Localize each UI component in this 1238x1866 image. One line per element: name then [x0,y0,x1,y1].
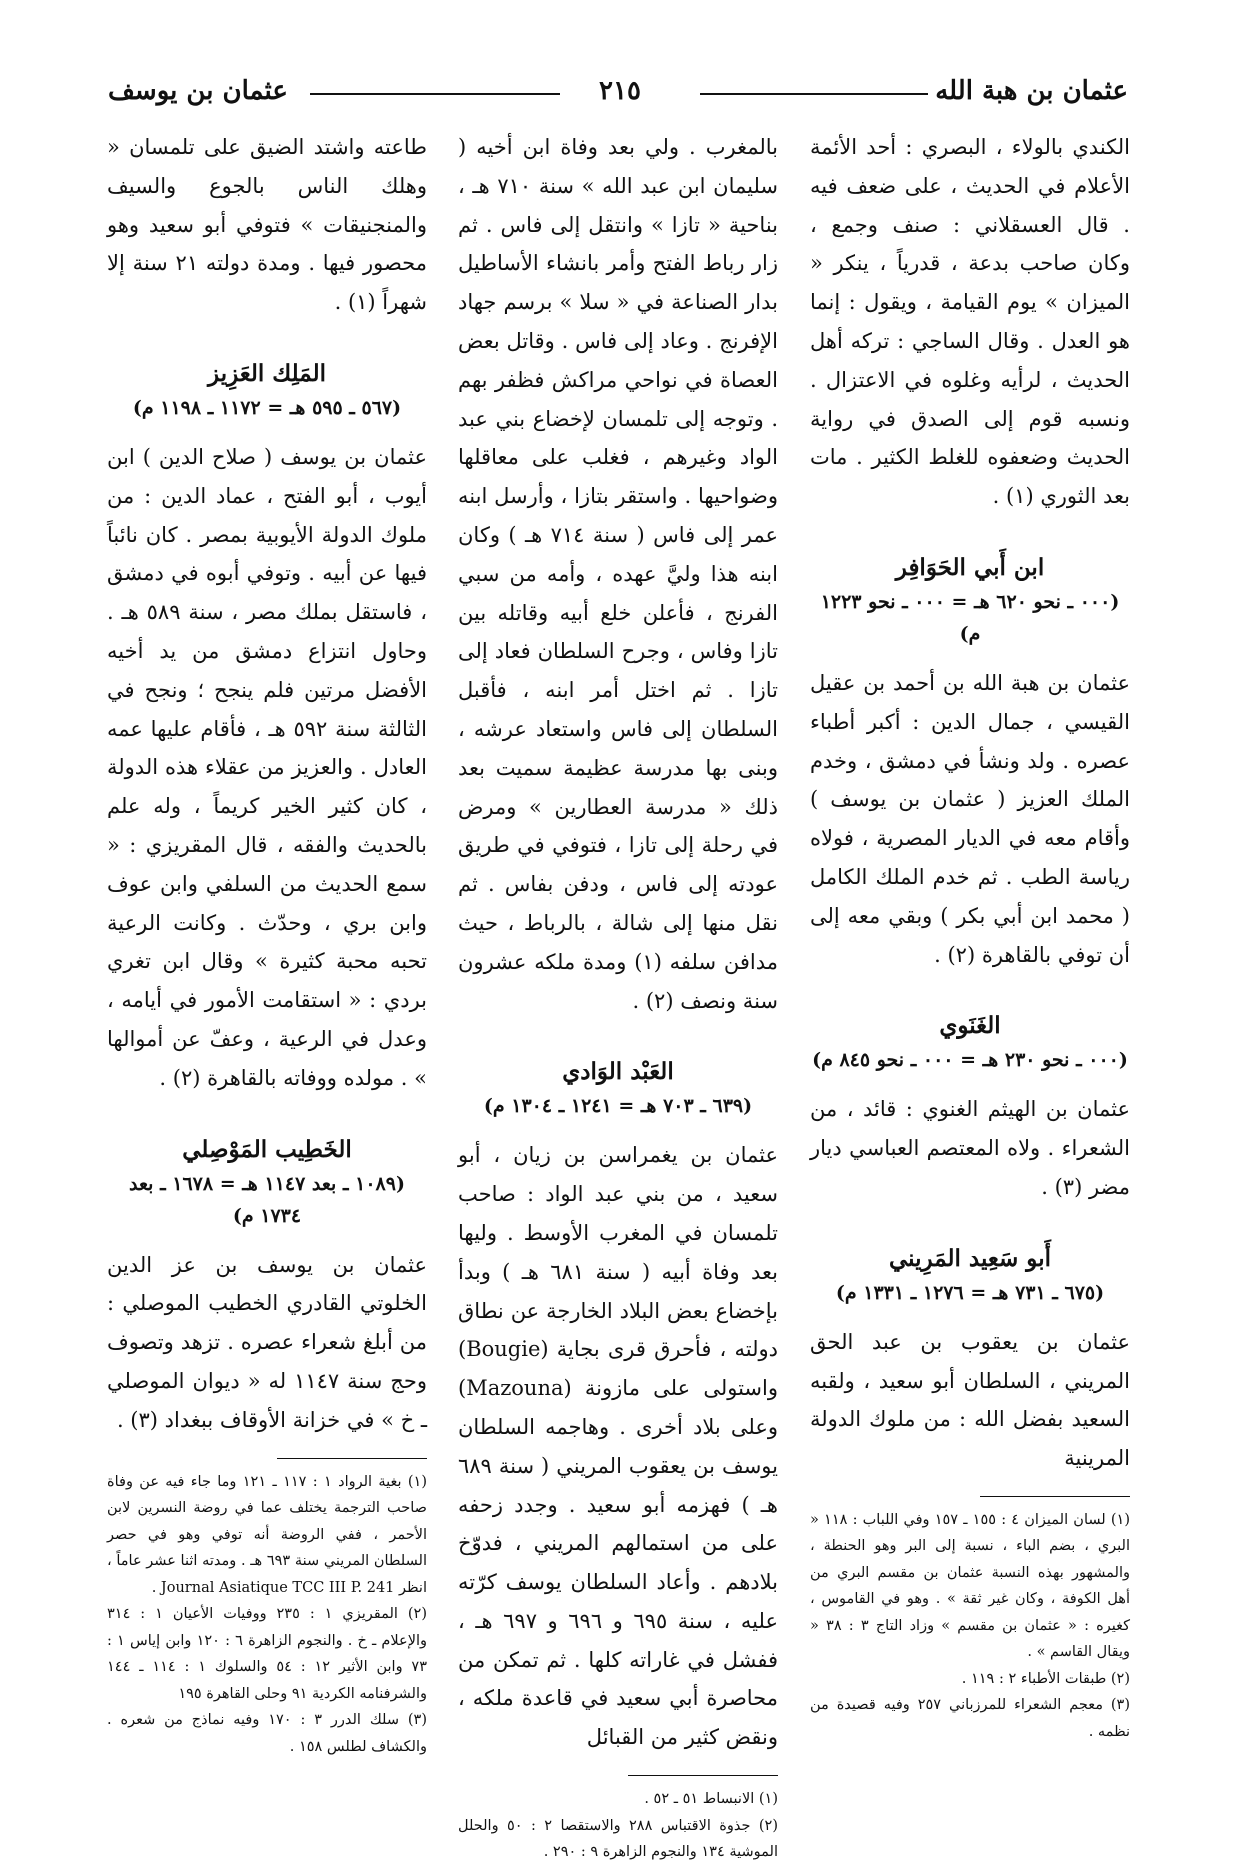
entry-al-malik-al-aziz [107,356,427,1098]
entry-continuation: بالمغرب . ولي بعد وفاة ابن أخيه ( سليمان ابن عبد الله » سنة ٧١٠ هـ ، بناحية « تازا » وانتقل إلى فاس . ثم زار رباط الفتح وأمر بانشاء الأساطيل بدار الصناعة في « سلا » برسم جهاد الإفرنج . وعاد إلى فاس . وقاتل بعض العصاة في نواحي مراكش فظفر بهم . وتوجه إلى تلمسان لإخضاع بني عبد الواد وغيرهم ، فغلب على معاقلها وضواحيها . واستقر بتازا ، وأرسل ابنه عمر إلى فاس ( سنة ٧١٤ هـ ) وكان ابنه هذا وليَّ عهده ، وأمه من سبي الفرنج ، فأعلن خلع أبيه وقاتله بين تازا وفاس ، وجرح السلطان فعاد إلى تازا . ثم اختل أمر ابنه ، فأقبل السلطان إلى فاس واستعاد عرشه ، وبنى بها مدرسة عظيمة سميت بعد ذلك « مدرسة العطارين » ومرض في رحلة إلى تازا ، فتوفي في طريق عودته إلى فاس ، ودفن بفاس . ثم نقل منها إلى شالة ، بالرباط ، حيث مدافن سلفه (١) ومدة ملكه عشرون سنة ونصف (٢) . [458,135,779,1013]
entry-title: ابن أَبي الحَوَافِر [895,553,1045,581]
footnote-rule [277,1458,427,1459]
running-head-right: عثمان بن هبة الله [935,76,1128,106]
entry-dates: (٦٣٩ ـ ٧٠٣ هـ = ١٢٤١ ـ ١٣٠٤ م) [483,1095,753,1118]
footnote: (١) لسان الميزان ٤ : ١٥٥ ـ ١٥٧ وفي اللباب : ١١٨ « البري ، بضم الباء ، نسبة إلى البر وهو الحنطة ، والمشهور بهذه النسبة عثمان بن مقسم البري من أهل الكوفة ، وكان غير ثقة » . وهو في القاموس ، كغيره : « عثمان بن مقسم » وزاد التاج ٣ : ٣٨ « ويقال القاسم » . [810,1511,1131,1661]
entry-dates: (٥٦٧ ـ ٥٩٥ هـ = ١١٧٢ ـ ١١٩٨ م) [132,396,402,419]
footnote: (٢) طبقات الأطباء ٢ : ١١٩ . [961,1670,1130,1687]
entry-title: أَبو سَعِيد المَرِيني [889,1244,1051,1272]
header-rule-left [310,93,560,95]
footnote-rule [628,1775,778,1776]
footnote-rule [980,1496,1130,1497]
footnote: (٣) سلك الدرر ٣ : ١٧٠ وفيه نماذج من شعره . والكشاف لطلس ١٥٨ . [107,1712,427,1755]
footnote: (٢) المقريزي ١ : ٢٣٥ ووفيات الأعيان ١ : ٣١٤ والإعلام ـ خ . والنجوم الزاهرة ٦ : ١٢٠ وابن إياس ١ : ٧٣ وابن الأثير ١٢ : ٥٤ والسلوك ١ : ١١٤ ـ ١٤٤ والشرفنامه الكردية ٩١ وحلى القاهرة ١٩٥ [107,1606,427,1702]
footnote: (٢) جذوة الاقتباس ٢٨٨ والاستقصا ٢ : ٥٠ والحلل الموشية ١٣٤ والنجوم الزاهرة ٩ : ٢٩٠ . [458,1817,778,1861]
footnote: (٣) معجم الشعراء للمرزباني ٢٥٧ وفيه قصيدة من نظمه . [810,1697,1130,1740]
page-number: ٢١٥ [599,76,641,106]
footnotes [458,1786,778,1866]
entry-ibn-abi-al-hawafir [810,550,1130,974]
entry-body: عثمان بن يغمراسن بن زيان ، أبو سعيد ، من بني عبد الواد : صاحب تلمسان في المغرب الأوسط . وليها بعد وفاة أبيه ( سنة ٦٨١ هـ ) وبدأ بإخضاع بعض البلاد الخارجة عن نطاق دولته ، فأحرق قرى بجاية (Bougie) واستولى على مازونة (Mazouna) وعلى بلاد أخرى . وهاجمه السلطان يوسف بن يعقوب المريني ( سنة ٦٨٩ هـ ) فهزمه أبو سعيد . وجدد زحفه على من استمالهم المريني ، فدوّخ بلادهم . وأعاد السلطان يوسف كرّته عليه ، سنة ٦٩٥ و ٦٩٦ و ٦٩٧ هـ ، ففشل في غاراته كلها . ثم تمكن من محاصرة أبي سعيد في قاعدة ملكه ، ونقض كثير من القبائل [458,1143,778,1750]
entry-dates: (٠٠٠ ـ نحو ٦٢٠ هـ = ٠٠٠ ـ نحو ١٢٢٣ م) [820,590,1120,645]
entry-body: عثمان بن الهيثم الغنوي : قائد ، من الشعراء . ولاه المعتصم العباسي ديار مضر (٣) . [810,1097,1130,1199]
footnotes [107,1469,427,1761]
running-head-left: عثمان بن يوسف [108,76,288,106]
entry-dates: (١٠٨٩ ـ بعد ١١٤٧ هـ = ١٦٧٨ ـ بعد ١٧٣٤ م) [129,1172,405,1227]
entry-continuation: طاعته واشتد الضيق على تلمسان « وهلك الناس بالجوع والسيف والمنجنيقات » فتوفي أبو سعيد وهو محصور فيها . ومدة دولته ٢١ سنة إلا شهراً (١) . [107,135,427,315]
entry-dates: (٠٠٠ ـ نحو ٢٣٠ هـ = ٠٠٠ ـ نحو ٨٤٥ م) [812,1049,1128,1072]
entry-al-khatib-al-mawsili [107,1132,427,1440]
entry-continuation: الكندي بالولاء ، البصري : أحد الأئمة الأعلام في الحديث ، على ضعف فيه . قال العسقلاني : صنف وجمع ، وكان صاحب بدعة ، قدرياً ، ينكر « الميزان » يوم القيامة ، ويقول : إنما هو العدل . وقال الساجي : تركه أهل الحديث ، لرأيه وغلوه في الاعتزال . ونسبه قوم إلى الصدق في رواية الحديث وضعفوه للغلط الكثير . مات بعد الثوري (١) . [810,135,1130,509]
entry-body: عثمان بن هبة الله بن أحمد بن عقيل القيسي ، جمال الدين : أكبر أطباء عصره . ولد ونشأ في دمشق ، وخدم الملك العزيز ( عثمان بن يوسف ) وأقام معه في الديار المصرية ، فولاه رياسة الطب . ثم خدم الملك الكامل ( محمد ابن أبي بكر ) وبقي معه إلى أن توفي بالقاهرة (٢) . [810,670,1130,967]
header-rule-right [700,93,928,95]
entry-body: عثمان بن يعقوب بن عبد الحق المريني ، السلطان أبو سعيد ، ولقبه السعيد بفضل الله : من ملوك الدولة المرينية [810,1329,1130,1471]
entry-body: عثمان بن يوسف ( صلاح الدين ) ابن أيوب ، أبو الفتح ، عماد الدين : من ملوك الدولة الأيوبية بمصر . كان نائباً فيها عن أبيه . وتوفي أبوه في دمشق ، فاستقل بملك مصر ، سنة ٥٨٩ هـ . وحاول انتزاع دمشق من يد أخيه الأفضل مرتين فلم ينجح ؛ ونجح في الثالثة سنة ٥٩٢ هـ ، فأقام عليها عمه العادل . والعزيز من عقلاء هذه الدولة ، كان كثير الخير كريماً ، وله علم بالحديث والفقه ، قال المقريزي : « سمع الحديث من السلفي وابن عوف وابن بري ، وحدّث . وكانت الرعية تحبه محبة كثيرة » وقال ابن تغري بردي : « استقامت الأمور في أيامه ، وعدل في الرعية ، وعفّ عن أموالها » . مولده ووفاته بالقاهرة (٢) . [107,444,427,1090]
column-left [107,128,427,1760]
entry-title: العَبْد الوَادي [562,1058,674,1086]
footnote: (١) الانبساط ٥١ ـ ٥٢ . [644,1791,778,1808]
column-right [810,128,1130,1745]
column-middle [458,128,778,1866]
entry-title: المَلِك العَزِيز [208,359,326,387]
entry-title: الغَنَوي [939,1012,1001,1040]
entry-abu-said-al-marini [810,1241,1130,1478]
entry-title: الخَطِيب المَوْصِلي [182,1135,352,1163]
entry-body: عثمان بن يوسف بن عز الدين الخلوتي القادري الخطيب الموصلي : من أبلغ شعراء عصره . تزهد وتصوف وحج سنة ١١٤٧ له « ديوان الموصلي ـ خ » في خزانة الأوقاف ببغداد (٣) . [107,1252,427,1432]
footnote: (١) بغية الرواد ١ : ١١٧ ـ ١٢١ وما جاء فيه عن وفاة صاحب الترجمة يختلف عما في روضة النسرين لابن الأحمر ، ففي الروضة أنه توفي وهو في حصر السلطان المريني سنة ٦٩٣ هـ . ومدته اثنا عشر عاماً ، انظر Journal Asiatique TCC III P. 241 . [107,1473,428,1596]
entry-al-abd-al-wadi [458,1054,778,1757]
entry-dates: (٦٧٥ ـ ٧٣١ هـ = ١٢٧٦ ـ ١٣٣١ م) [835,1281,1105,1304]
footnotes [810,1507,1130,1746]
entry-al-ghanawi [810,1008,1130,1206]
